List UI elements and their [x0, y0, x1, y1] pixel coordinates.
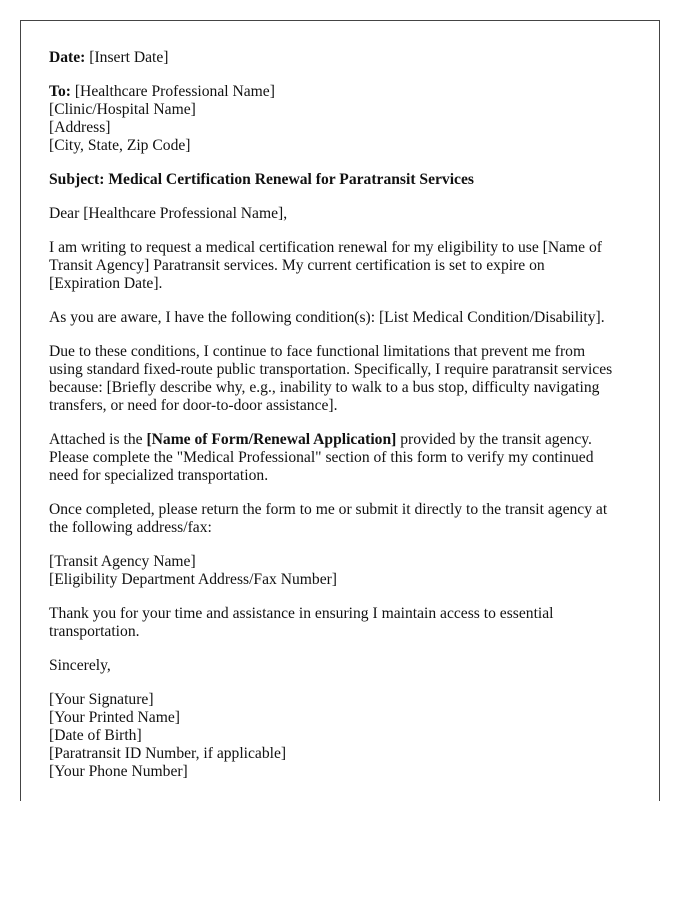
text-line: [Your Signature]	[49, 691, 154, 708]
recipient-line: [City, State, Zip Code]	[49, 137, 191, 154]
to-label: To:	[49, 83, 71, 100]
text-line: [Eligibility Department Address/Fax Number]	[49, 571, 337, 588]
text-line: [Your Phone Number]	[49, 763, 188, 780]
paragraph-request	[49, 239, 639, 293]
text-line: Once completed, please return the form to me or submit it directly to the transit agency at	[49, 501, 608, 518]
paragraph-attachment	[49, 431, 639, 485]
date-value: [Insert Date]	[85, 49, 169, 66]
text-line: [Transit Agency Name]	[49, 553, 196, 570]
paragraph-thanks	[49, 605, 639, 641]
letter-page	[20, 20, 660, 801]
text-line: Due to these conditions, I continue to face functional limitations that prevent me from	[49, 343, 586, 360]
form-name: [Name of Form/Renewal Application]	[146, 431, 397, 448]
text-line: because: [Briefly describe why, e.g., inability to walk to a bus stop, difficulty navigating	[49, 379, 600, 396]
text-line: I am writing to request a medical certification renewal for my eligibility to use [Name of	[49, 239, 602, 256]
paragraph-conditions	[49, 309, 639, 327]
text-line: transportation.	[49, 623, 140, 640]
signature-block	[49, 691, 639, 781]
closing: Sincerely,	[49, 657, 111, 674]
recipient-name-line	[49, 83, 639, 101]
date-line	[49, 49, 639, 67]
text-line: [Paratransit ID Number, if applicable]	[49, 745, 287, 762]
date-label: Date:	[49, 49, 86, 66]
text-line: [Expiration Date].	[49, 275, 163, 292]
text-line: the following address/fax:	[49, 519, 212, 536]
text-line	[49, 431, 639, 449]
salutation: Dear [Healthcare Professional Name],	[49, 205, 288, 222]
text-line: need for specialized transportation.	[49, 467, 269, 484]
recipient-line: [Address]	[49, 119, 111, 136]
paragraph-return	[49, 501, 639, 537]
text-line: [Your Printed Name]	[49, 709, 180, 726]
text-line: transfers, or need for door-to-door assistance].	[49, 397, 338, 414]
text-span: Attached is the	[49, 431, 147, 448]
text-line: Transit Agency] Paratransit services. My current certification is set to expire on	[49, 257, 545, 274]
text-line: As you are aware, I have the following condition(s): [List Medical Condition/Disability].	[49, 309, 605, 326]
text-line: Thank you for your time and assistance in ensuring I maintain access to essential	[49, 605, 554, 622]
text-line: using standard fixed-route public transportation. Specifically, I require paratransit services	[49, 361, 613, 378]
recipient-block	[49, 83, 639, 155]
paragraph-limitations	[49, 343, 639, 415]
agency-address	[49, 553, 639, 589]
subject-text: Subject: Medical Certification Renewal for Paratransit Services	[49, 171, 474, 188]
recipient-line: [Clinic/Hospital Name]	[49, 101, 196, 118]
text-line: [Date of Birth]	[49, 727, 142, 744]
text-span: provided by the transit agency.	[396, 431, 592, 448]
text-line: Please complete the "Medical Professional" section of this form to verify my continued	[49, 449, 594, 466]
recipient-name: [Healthcare Professional Name]	[70, 83, 275, 100]
subject-line	[49, 171, 639, 189]
